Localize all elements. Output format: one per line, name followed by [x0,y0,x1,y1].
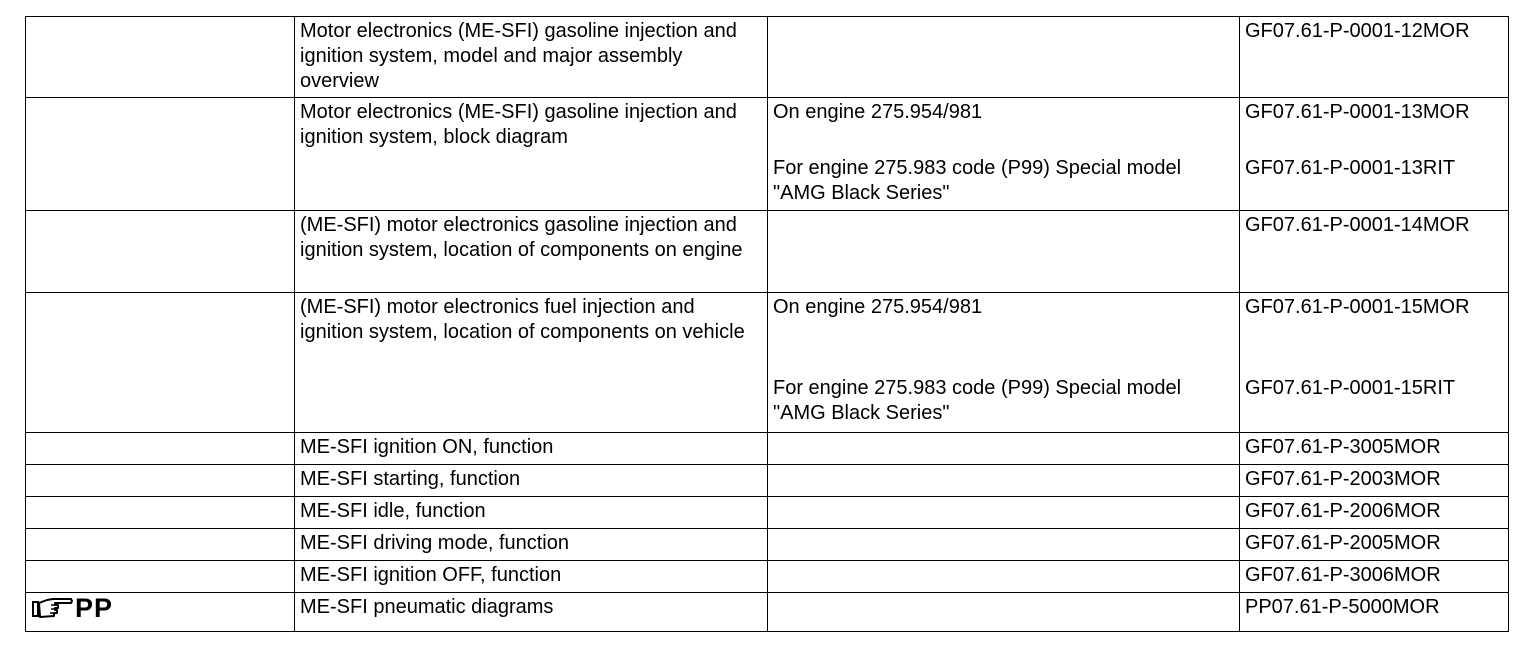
table-row [26,98,1509,211]
row-title: ME-SFI ignition ON, function [300,436,554,458]
condition-cell [768,465,1240,497]
title-cell [295,211,768,293]
title-cell [295,17,768,98]
row-title: ME-SFI ignition OFF, function [300,564,562,586]
pointing-hand-icon [31,595,73,621]
title-cell [295,433,768,465]
pp-badge[interactable] [31,595,113,621]
document-link[interactable]: GF07.61-P-0001-13RIT [1245,157,1456,179]
table-row [26,465,1509,497]
condition-cell [768,433,1240,465]
title-cell [295,98,768,211]
condition-cell [768,211,1240,293]
document-link[interactable]: GF07.61-P-0001-12MOR [1245,20,1470,42]
pp-label: PP [75,593,114,623]
row-title: ME-SFI driving mode, function [300,532,569,554]
table-row [26,17,1509,98]
icon-cell [26,17,295,98]
table-row [26,497,1509,529]
table-row [26,593,1509,632]
document-cell [1240,497,1509,529]
document-cell [1240,433,1509,465]
document-cell [1240,593,1509,632]
icon-cell [26,593,295,632]
document-link[interactable]: GF07.61-P-0001-15RIT [1245,377,1456,399]
table-row [26,433,1509,465]
icon-cell [26,433,295,465]
condition-cell [768,98,1240,211]
row-condition: On engine 275.954/981 [773,296,983,318]
condition-cell [768,561,1240,593]
row-title: ME-SFI pneumatic diagrams [300,596,554,618]
title-cell [295,561,768,593]
title-cell [295,529,768,561]
document-link[interactable]: GF07.61-P-3006MOR [1245,564,1441,586]
document-link[interactable]: GF07.61-P-0001-15MOR [1245,296,1470,318]
icon-cell [26,211,295,293]
condition-cell [768,529,1240,561]
document-table [25,16,1509,632]
document-link[interactable]: GF07.61-P-2006MOR [1245,500,1441,522]
row-title: ME-SFI idle, function [300,500,486,522]
icon-cell [26,497,295,529]
document-cell [1240,561,1509,593]
icon-cell [26,465,295,497]
document-link[interactable]: GF07.61-P-2003MOR [1245,468,1441,490]
document-link[interactable]: GF07.61-P-0001-13MOR [1245,101,1470,123]
row-condition: On engine 275.954/981 [773,101,983,123]
row-title: Motor electronics (ME-SFI) gasoline injection and ignition system, block diagram [300,101,737,148]
document-cell [1240,465,1509,497]
row-condition: For engine 275.983 code (P99) Special model "AMG Black Series" [773,157,1182,204]
document-link[interactable]: GF07.61-P-3005MOR [1245,436,1441,458]
icon-cell [26,529,295,561]
table-row [26,561,1509,593]
title-cell [295,293,768,433]
title-cell [295,593,768,632]
table-row [26,529,1509,561]
condition-cell [768,293,1240,433]
table-row [26,211,1509,293]
icon-cell [26,98,295,211]
document-link[interactable]: GF07.61-P-2005MOR [1245,532,1441,554]
title-cell [295,465,768,497]
condition-cell [768,497,1240,529]
document-cell [1240,211,1509,293]
document-cell [1240,98,1509,211]
title-cell [295,497,768,529]
row-title: (ME-SFI) motor electronics fuel injection and ignition system, location of components on vehicle [300,296,745,343]
document-cell [1240,529,1509,561]
row-condition: For engine 275.983 code (P99) Special model "AMG Black Series" [773,377,1182,424]
table-row [26,293,1509,433]
row-title: Motor electronics (ME-SFI) gasoline injection and ignition system, model and major assembly overview [300,20,737,92]
row-title: (ME-SFI) motor electronics gasoline injection and ignition system, location of components on engine [300,214,743,261]
condition-cell [768,17,1240,98]
icon-cell [26,561,295,593]
document-cell [1240,293,1509,433]
document-link[interactable]: GF07.61-P-0001-14MOR [1245,214,1470,236]
condition-cell [768,593,1240,632]
document-link[interactable]: PP07.61-P-5000MOR [1245,596,1440,618]
row-title: ME-SFI starting, function [300,468,521,490]
document-cell [1240,17,1509,98]
icon-cell [26,293,295,433]
